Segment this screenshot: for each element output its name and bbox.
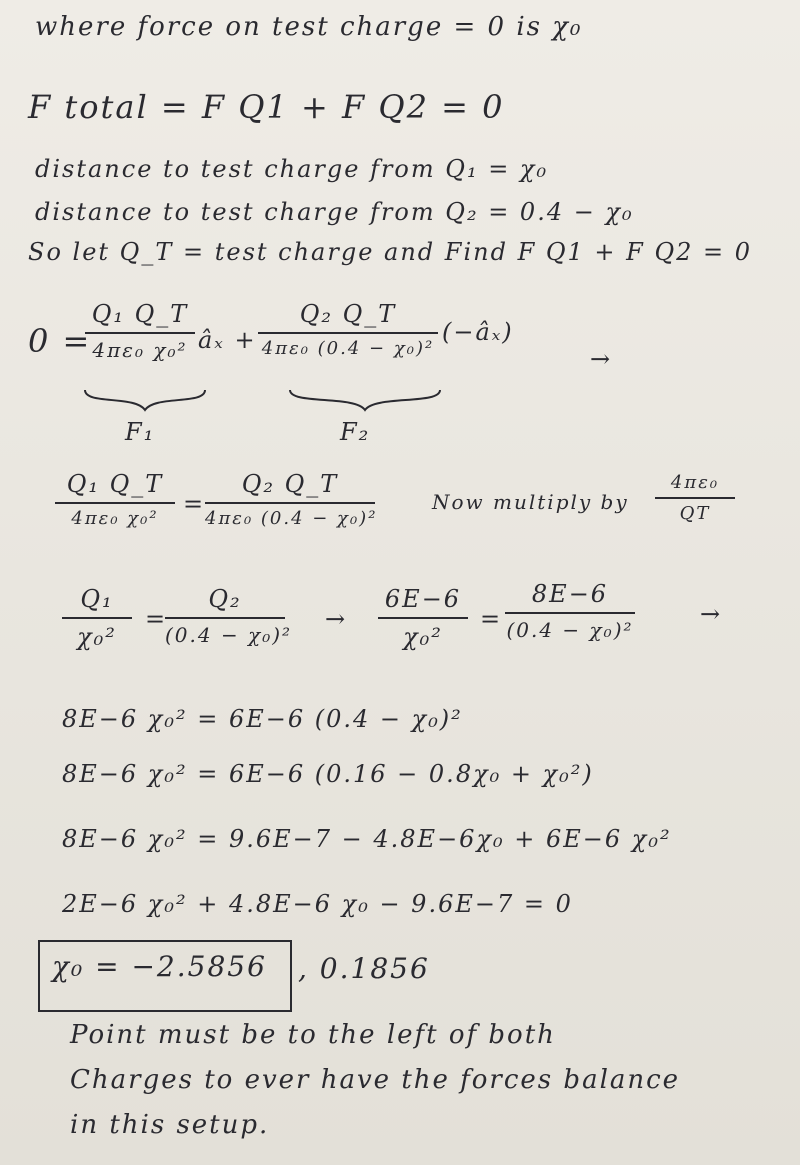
eq1-fraction-2	[258, 300, 438, 359]
eq1-fraction-1-bar	[85, 332, 195, 334]
eq3-fraction-3-bar	[378, 617, 468, 619]
eq1-unit-2: (−âₓ)	[442, 318, 514, 346]
eq2-multiplier-den: QT	[679, 503, 711, 524]
conclusion-line-2: Charges to ever have the forces balance	[70, 1065, 681, 1095]
eq1-fraction-1	[85, 300, 195, 362]
eq2-fraction-2	[205, 470, 378, 529]
answer-positive-root: , 0.1856	[298, 952, 430, 985]
eq2-fraction-2-den: 4πε₀ (0.4 − χ₀)²	[205, 508, 378, 529]
eq3-fraction-4	[505, 580, 635, 642]
eq2-fraction-1-bar	[55, 502, 175, 504]
eq3-arrow-1: →	[325, 605, 348, 633]
eq3-fraction-2-bar	[165, 617, 285, 619]
eq1-fraction-1-den: 4πε₀ χ₀²	[92, 338, 188, 362]
eq2-fraction-1	[55, 470, 175, 529]
eq2-multiplier-num: 4πε₀	[670, 472, 720, 493]
eq3-fraction-3-num: 6E−6	[384, 585, 462, 613]
eq2-note: Now multiply by	[432, 490, 629, 514]
label-f1: F₁	[125, 418, 156, 446]
eq1-lhs: 0 =	[28, 322, 92, 360]
intro-line: where force on test charge = 0 is χ₀	[35, 12, 583, 42]
eq1-unit-1: âₓ +	[198, 326, 257, 354]
eq3-fraction-1-den: χ₀²	[77, 623, 117, 651]
eq1-fraction-2-den: 4πε₀ (0.4 − χ₀)²	[261, 338, 435, 359]
eq3-fraction-1-num: Q₁	[80, 585, 114, 613]
eq2-fraction-1-num: Q₁ Q_T	[66, 470, 164, 498]
eq2-fraction-2-bar	[205, 502, 375, 504]
distance-q2-line: distance to test charge from Q₂ = 0.4 − χ₀	[35, 198, 634, 226]
eq2-fraction-2-num: Q₂ Q_T	[241, 470, 339, 498]
conclusion-line-3: in this setup.	[70, 1110, 270, 1140]
eq2-multiplier-bar	[655, 497, 735, 499]
algebra-line-1: 8E−6 χ₀² = 6E−6 (0.4 − χ₀)²	[62, 705, 463, 733]
quadratic-line: 2E−6 χ₀² + 4.8E−6 χ₀ − 9.6E−7 = 0	[62, 890, 573, 918]
eq3-fraction-1-bar	[62, 617, 132, 619]
eq3-fraction-2	[165, 585, 293, 647]
eq3-fraction-2-num: Q₂	[208, 585, 242, 613]
eq3-fraction-4-num: 8E−6	[531, 580, 609, 608]
let-test-charge-line: So let Q_T = test charge and Find F Q1 + F Q2 = 0	[28, 238, 753, 266]
algebra-line-3: 8E−6 χ₀² = 9.6E−7 − 4.8E−6χ₀ + 6E−6 χ₀²	[62, 825, 672, 853]
eq2-multiplier	[655, 472, 735, 524]
eq3-fraction-4-den: (0.4 − χ₀)²	[506, 618, 634, 642]
eq3-fraction-3	[378, 585, 468, 651]
eq2-equals: =	[183, 490, 206, 518]
eq1-fraction-2-num: Q₂ Q_T	[299, 300, 397, 328]
brace-f2	[290, 385, 440, 415]
answer-negative-root: χ₀ = −2.5856	[52, 950, 267, 983]
algebra-line-2: 8E−6 χ₀² = 6E−6 (0.16 − 0.8χ₀ + χ₀²)	[62, 760, 594, 788]
eq1-fraction-1-num: Q₁ Q_T	[91, 300, 189, 328]
eq3-fraction-2-den: (0.4 − χ₀)²	[165, 623, 293, 647]
eq1-fraction-2-bar	[258, 332, 438, 334]
eq3-fraction-1	[62, 585, 132, 651]
eq3-arrow-2: →	[700, 600, 723, 628]
eq1-arrow: →	[590, 345, 613, 373]
eq3-equals-2: =	[480, 605, 503, 633]
brace-f1	[85, 385, 205, 415]
eq3-equals-1: =	[145, 605, 168, 633]
eq3-fraction-4-bar	[505, 612, 635, 614]
eq3-fraction-3-den: χ₀²	[403, 623, 443, 651]
conclusion-line-1: Point must be to the left of both	[70, 1020, 556, 1050]
eq2-fraction-1-den: 4πε₀ χ₀²	[71, 508, 159, 529]
force-total-line: F total = F Q1 + F Q2 = 0	[28, 88, 505, 126]
distance-q1-line: distance to test charge from Q₁ = χ₀	[35, 155, 549, 183]
label-f2: F₂	[340, 418, 371, 446]
